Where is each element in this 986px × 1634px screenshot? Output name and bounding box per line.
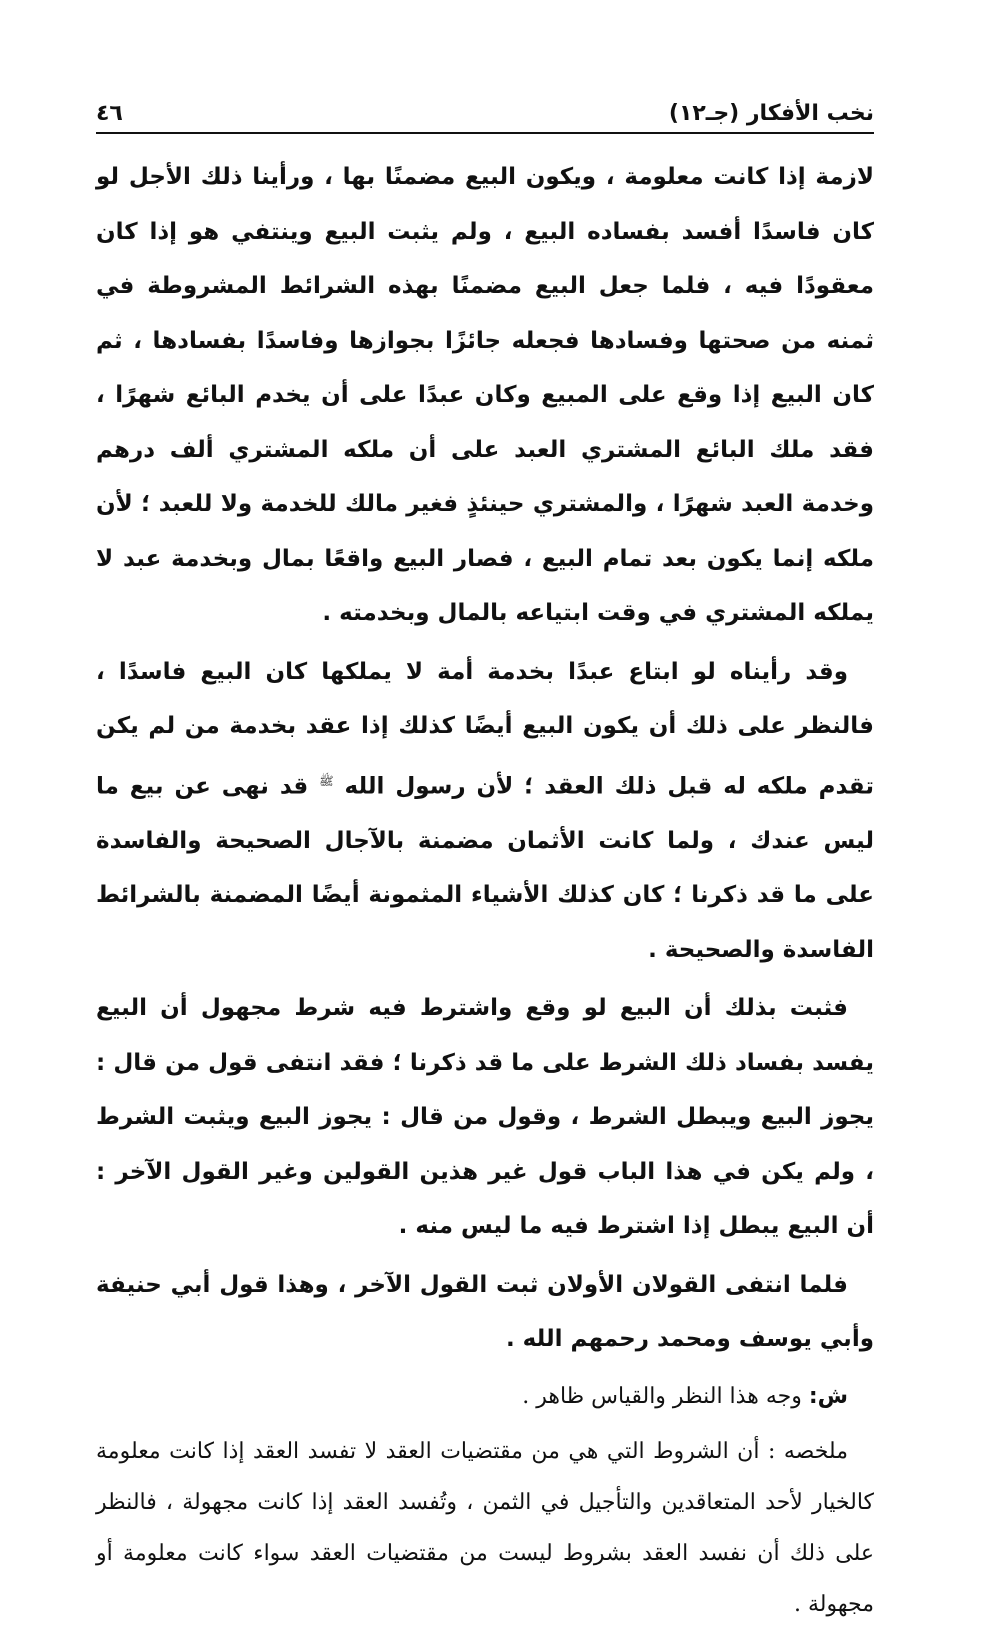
page-number: ٤٦ bbox=[96, 101, 123, 126]
main-text bbox=[96, 150, 874, 1634]
paragraph-2 bbox=[96, 645, 874, 978]
book-page bbox=[96, 0, 874, 1617]
summary-paragraph bbox=[96, 1426, 874, 1630]
header-divider bbox=[96, 132, 874, 134]
honorific-symbol: ﷺ bbox=[319, 773, 334, 788]
summary-text: ملخصه : أن الشروط التي هي من مقتضيات العقد لا تفسد العقد إذا كانت معلومة كالخيار لأحد المتعاقدين والتأجيل في الثمن ، وتُفسد العقد إذا كانت مجهولة ، فالنظر على ذلك أن نفسد العقد بشروط ليست من مقتضيات العقد سواء كانت معلومة أو مجهولة . bbox=[96, 1438, 874, 1617]
book-title: نخب الأفكار (جـ١٢) bbox=[668, 101, 874, 126]
commentary-marker: ش: bbox=[808, 1383, 848, 1409]
paragraph-4-text: فلما انتفى القولان الأولان ثبت القول الآخر ، وهذا قول أبي حنيفة وأبي يوسف ومحمد رحمهم الله . bbox=[96, 1271, 874, 1353]
paragraph-3 bbox=[96, 981, 874, 1254]
paragraph-3-text: فثبت بذلك أن البيع لو وقع واشترط فيه شرط مجهول أن البيع يفسد بفساد ذلك الشرط على ما قد ذكرنا ؛ فقد انتفى قول من قال : يجوز البيع ويبطل الشرط ، وقول من قال : يجوز البيع ويثبت الشرط ، ولم يكن في هذا الباب قول غير هذين القولين وغير القول الآخر : أن البيع يبطل إذا اشترط فيه ما ليس منه . bbox=[96, 995, 874, 1240]
paragraph-1-text: لازمة إذا كانت معلومة ، ويكون البيع مضمنًا بها ، ورأينا ذلك الأجل لو كان فاسدًا أفسد بفساده البيع ، ولم يثبت البيع وينتفي هو إذا كان معقودًا فيه ، فلما جعل البيع مضمنًا بهذه الشرائط المشروطة في ثمنه من صحتها وفسادها فجعله جائزًا بجوازها وفاسدًا بفسادها ، ثم كان البيع إذا وقع على المبيع وكان عبدًا على أن يخدم البائع شهرًا ، فقد ملك البائع المشتري العبد على أن ملكه المشتري ألف درهم وخدمة العبد شهرًا ، والمشتري حينئذٍ فغير مالك للخدمة ولا للعبد ؛ لأن ملكه إنما يكون بعد تمام البيع ، فصار البيع واقعًا بمال وبخدمة عبد لا يملكه المشتري في وقت ابتياعه بالمال وبخدمته . bbox=[96, 164, 874, 626]
running-header bbox=[96, 92, 874, 126]
paragraph-2-text-before: وقد رأيناه لو ابتاع عبدًا بخدمة أمة لا يملكها كان البيع فاسدًا ، فالنظر على ذلك أن يكون البيع أيضًا كذلك إذا عقد بخدمة من لم يكن تقدم ملكه له قبل ذلك العقد ؛ لأن رسول الله bbox=[96, 658, 874, 800]
commentary-paragraph bbox=[96, 1371, 874, 1422]
paragraph-2-text-after: قد نهى عن بيع ما ليس عندك ، ولما كانت الأثمان مضمنة بالآجال الصحيحة والفاسدة على ما قد ذكرنا ؛ كان كذلك الأشياء المثمونة أيضًا المضمنة بالشرائط الفاسدة والصحيحة . bbox=[96, 773, 874, 963]
paragraph-1 bbox=[96, 150, 874, 641]
paragraph-4 bbox=[96, 1258, 874, 1367]
commentary-text: وجه هذا النظر والقياس ظاهر . bbox=[522, 1383, 802, 1409]
